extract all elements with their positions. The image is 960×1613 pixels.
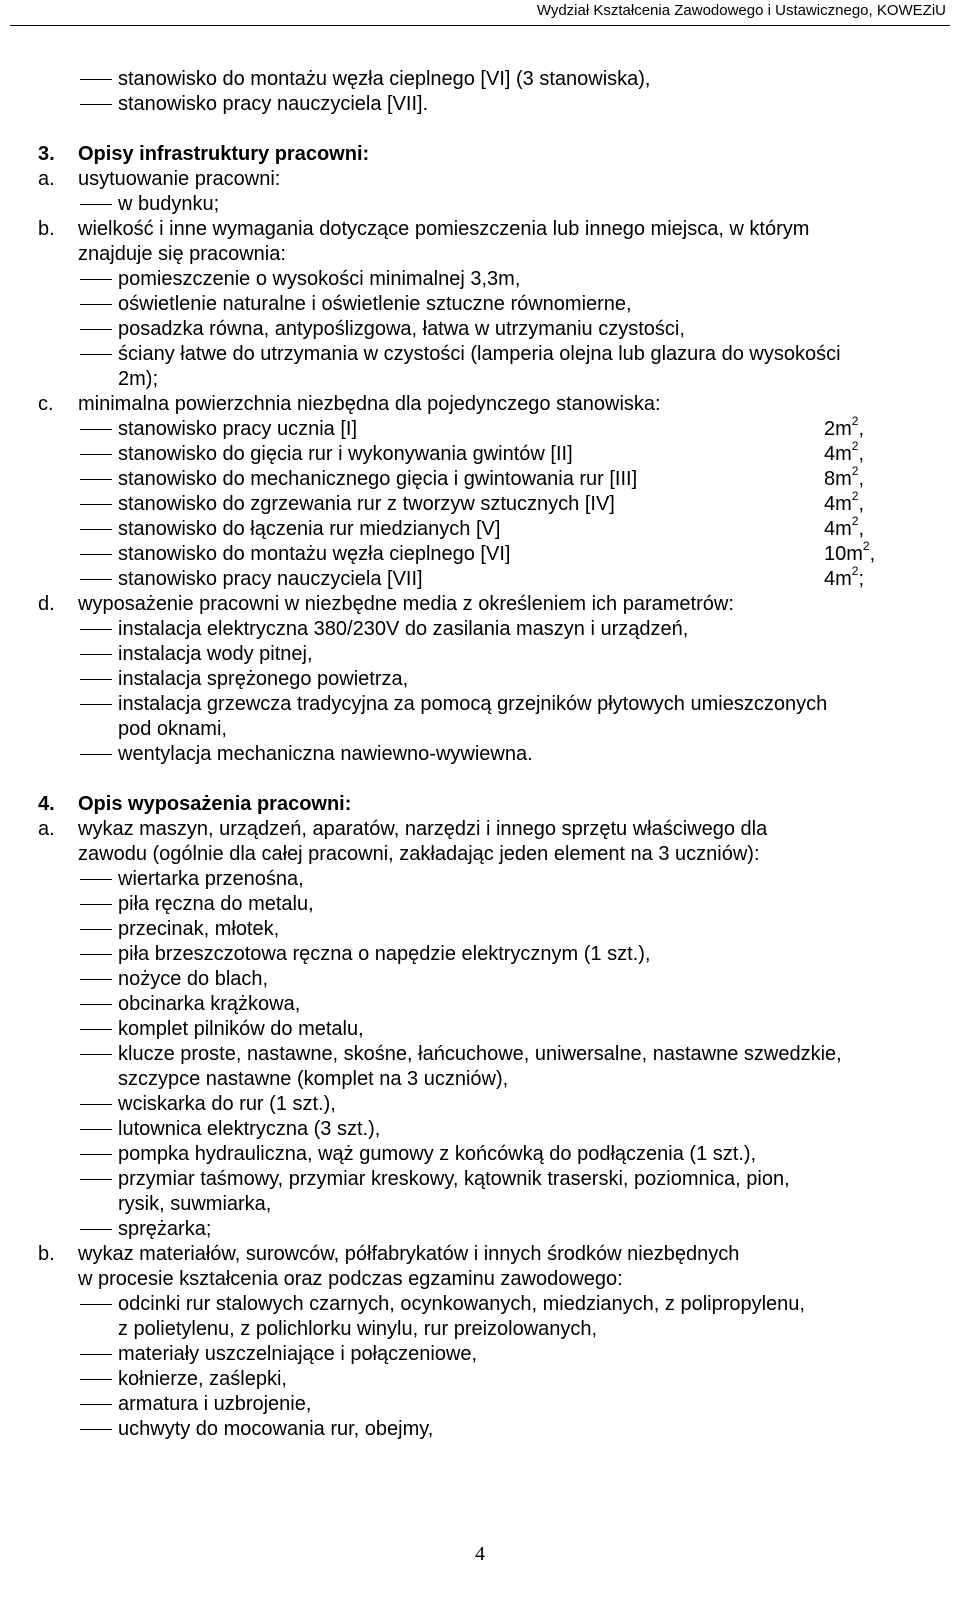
dash-bullet [80,579,112,580]
list-item: obcinarka krążkowa, [38,992,948,1017]
area-list-item [38,464,948,492]
list-item: w budynku; [38,192,948,217]
station-name: stanowisko do gięcia rur i wykonywania gwintów [II] [118,443,573,465]
area-list-item [38,439,948,467]
page-number: 4 [475,1543,485,1565]
area-list [38,414,948,592]
list-item-continued: szczypce nastawne (komplet na 3 uczniów), [118,1068,509,1090]
station-name: stanowisko pracy ucznia [I] [118,418,357,440]
subsection-c: c. minimalna powierzchnia niezbędna dla pojedynczego stanowiska: [38,393,661,415]
list-item: stanowisko do montażu węzła cieplnego [VI] (3 stanowiska), [38,67,948,92]
subsection-4b: b. wykaz materiałów, surowców, półfabrykatów i innych środków niezbędnych [38,1243,740,1265]
station-area: $4m^2$, [824,514,865,540]
dash-bullet [80,429,112,430]
list-item: piła ręczna do metalu, [38,892,948,917]
station-area: $4m^2$, [824,439,865,465]
list-item: kołnierze, zaślepki, [38,1367,948,1392]
list-item: pomieszczenie o wysokości minimalnej 3,3m, [38,267,948,292]
subsection-d: d. wyposażenie pracowni w niezbędne media z określeniem ich parametrów: [38,593,734,615]
dash-bullet [80,354,112,355]
area-list-item [38,539,948,567]
station-name: stanowisko do montażu węzła cieplnego [VI] [118,543,511,565]
station-area: $8m^2$, [824,464,865,490]
dash-bullet [80,1154,112,1155]
list-item: uchwyty do mocowania rur, obejmy, [38,1417,948,1442]
dash-bullet [80,454,112,455]
subsection-4a-continued: zawodu (ogólnie dla całej pracowni, zakładając jeden element na 3 uczniów): [78,843,760,865]
subsection-b: b. wielkość i inne wymagania dotyczące pomieszczenia lub innego miejsca, w którym [38,218,810,240]
station-area: $4m^2$; [824,564,865,590]
section-heading-4: 4. Opis wyposażenia pracowni: [38,793,352,815]
dash-bullet [80,104,112,105]
station-name: stanowisko do łączenia rur miedzianych [V] [118,518,501,540]
dash-bullet [80,1404,112,1405]
dash-bullet [80,1129,112,1130]
dash-bullet [80,1379,112,1380]
list-item: piła brzeszczotowa ręczna o napędzie elektrycznym (1 szt.), [38,942,948,967]
document-body [38,67,948,1442]
dash-bullet [80,1229,112,1230]
station-area: $10m^2$, [824,539,876,565]
list-item-continued: pod oknami, [118,718,227,740]
station-area: $4m^2$, [824,489,865,515]
list-item: materiały uszczelniające i połączeniowe, [38,1342,948,1367]
dash-bullet [80,479,112,480]
area-list-item [38,564,948,592]
list-item: instalacja wody pitnej, [38,642,948,667]
header-rule [10,25,950,26]
list-item: instalacja sprężonego powietrza, [38,667,948,692]
list-item: instalacja grzewcza tradycyjna za pomocą grzejników płytowych umieszczonych [38,692,948,717]
area-list-item [38,414,948,442]
dash-bullet [80,954,112,955]
dash-bullet [80,1104,112,1105]
list-item-continued: rysik, suwmiarka, [118,1193,272,1215]
dash-bullet [80,879,112,880]
subsection-4a: a. wykaz maszyn, urządzeń, aparatów, narzędzi i innego sprzętu właściwego dla [38,818,768,840]
dash-bullet [80,329,112,330]
subsection-b-continued: znajduje się pracownia: [78,243,286,265]
dash-bullet [80,679,112,680]
section-heading-3: 3. Opisy infrastruktury pracowni: [38,143,370,165]
dash-bullet [80,1004,112,1005]
dash-bullet [80,529,112,530]
dash-bullet [80,629,112,630]
dash-bullet [80,1304,112,1305]
list-item: komplet pilników do metalu, [38,1017,948,1042]
dash-bullet [80,979,112,980]
subsection-a: a. usytuowanie pracowni: [38,168,281,190]
area-list-item [38,489,948,517]
list-item: przecinak, młotek, [38,917,948,942]
dash-bullet [80,754,112,755]
subsection-4b-continued: w procesie kształcenia oraz podczas egzaminu zawodowego: [78,1268,623,1290]
dash-bullet [80,304,112,305]
dash-bullet [80,704,112,705]
list-item: posadzka równa, antypoślizgowa, łatwa w utrzymaniu czystości, [38,317,948,342]
dash-bullet [80,1054,112,1055]
list-item-continued: z polietylenu, z polichlorku winylu, rur preizolowanych, [118,1318,598,1340]
list-item-continued: 2m); [118,368,158,390]
list-item: armatura i uzbrojenie, [38,1392,948,1417]
dash-bullet [80,1354,112,1355]
dash-bullet [80,929,112,930]
list-item: wiertarka przenośna, [38,867,948,892]
dash-bullet [80,1029,112,1030]
list-item: stanowisko pracy nauczyciela [VII]. [38,92,948,117]
list-item: nożyce do blach, [38,967,948,992]
dash-bullet [80,79,112,80]
list-item: odcinki rur stalowych czarnych, ocynkowanych, miedzianych, z polipropylenu, [38,1292,948,1317]
dash-bullet [80,904,112,905]
dash-bullet [80,654,112,655]
dash-bullet [80,279,112,280]
station-area: $2m^2$, [824,414,865,440]
dash-bullet [80,1179,112,1180]
list-item: przymiar taśmowy, przymiar kreskowy, kątownik traserski, poziomnica, pion, [38,1167,948,1192]
station-name: stanowisko do zgrzewania rur z tworzyw sztucznych [IV] [118,493,615,515]
station-name: stanowisko do mechanicznego gięcia i gwintowania rur [III] [118,468,638,490]
list-item: ściany łatwe do utrzymania w czystości (lamperia olejna lub glazura do wysokości [38,342,948,367]
dash-bullet [80,204,112,205]
dash-bullet [80,504,112,505]
page-header: Wydział Kształcenia Zawodowego i Ustawicznego, KOWEZiU [536,2,946,19]
list-item: oświetlenie naturalne i oświetlenie sztuczne równomierne, [38,292,948,317]
list-item: sprężarka; [38,1217,948,1242]
list-item: lutownica elektryczna (3 szt.), [38,1117,948,1142]
list-item: instalacja elektryczna 380/230V do zasilania maszyn i urządzeń, [38,617,948,642]
list-item: wentylacja mechaniczna nawiewno-wywiewna. [38,742,948,767]
area-list-item [38,514,948,542]
dash-bullet [80,1429,112,1430]
list-item: wciskarka do rur (1 szt.), [38,1092,948,1117]
list-item: klucze proste, nastawne, skośne, łańcuchowe, uniwersalne, nastawne szwedzkie, [38,1042,948,1067]
list-item: pompka hydrauliczna, wąż gumowy z końcówką do podłączenia (1 szt.), [38,1142,948,1167]
dash-bullet [80,554,112,555]
station-name: stanowisko pracy nauczyciela [VII] [118,568,423,590]
